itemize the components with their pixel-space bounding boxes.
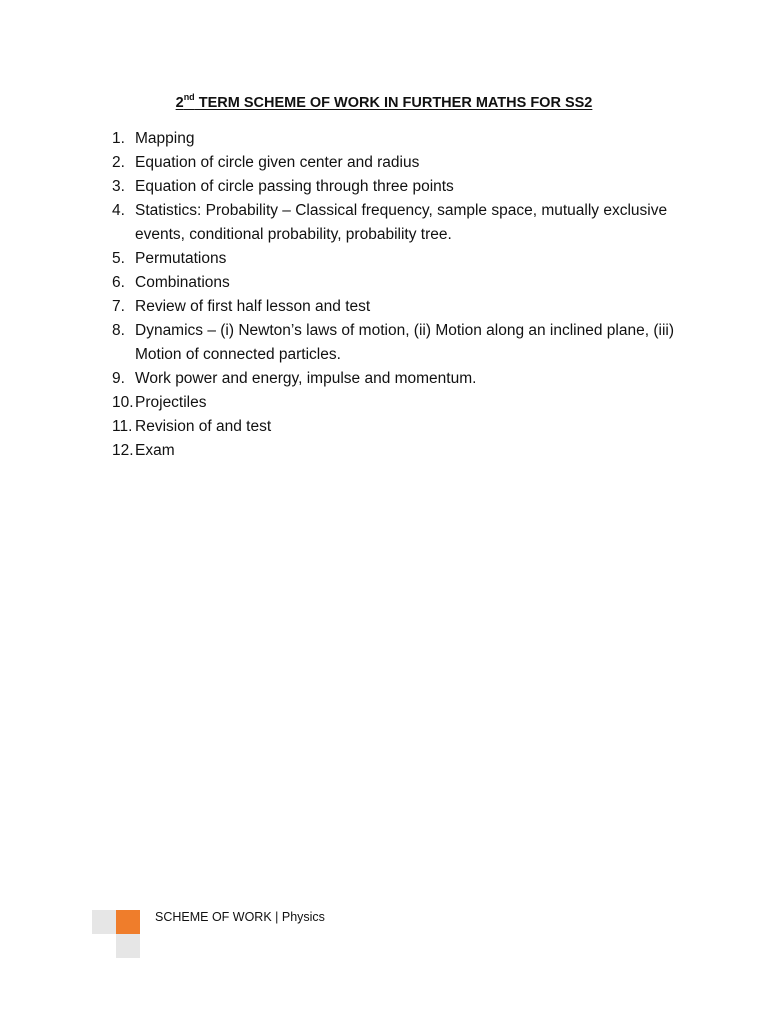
item-number: 6. xyxy=(112,274,125,291)
item-number: 3. xyxy=(112,178,125,195)
list-item xyxy=(112,319,712,367)
list-item xyxy=(112,295,712,319)
title-rest: TERM SCHEME OF WORK IN FURTHER MATHS FOR SS2 xyxy=(194,95,593,111)
list-item xyxy=(112,247,712,271)
title-text xyxy=(175,92,593,111)
item-number: 11. xyxy=(112,418,133,435)
item-text: Projectiles xyxy=(135,394,207,411)
list-item xyxy=(112,439,712,463)
item-text: Dynamics – (i) Newton’s laws of motion, (ii) Motion along an inclined plane, (iii) Motion of connected particles. xyxy=(135,322,674,363)
item-text: Exam xyxy=(135,442,175,459)
footer-decoration-grey-square xyxy=(116,934,140,958)
item-text: Equation of circle given center and radius xyxy=(135,154,420,171)
item-number: 10. xyxy=(112,394,134,411)
item-text: Review of first half lesson and test xyxy=(135,298,371,315)
item-text: Revision of and test xyxy=(135,418,272,435)
item-number: 12. xyxy=(112,442,134,459)
item-text: Statistics: Probability – Classical frequency, sample space, mutually exclusive events, conditional probability, probability tree. xyxy=(135,202,668,243)
list-item xyxy=(112,175,712,199)
item-text: Combinations xyxy=(135,274,230,291)
list-item xyxy=(112,271,712,295)
list-item xyxy=(112,391,712,415)
footer-decoration-orange-square xyxy=(116,910,140,934)
page-title xyxy=(0,93,768,113)
item-text: Equation of circle passing through three points xyxy=(135,178,454,195)
footer-decoration-grey-square xyxy=(92,910,116,934)
item-number: 5. xyxy=(112,250,125,267)
item-text: Work power and energy, impulse and momentum. xyxy=(135,370,477,387)
item-number: 9. xyxy=(112,370,125,387)
item-number: 7. xyxy=(112,298,125,315)
title-superscript: nd xyxy=(183,92,195,103)
list-item xyxy=(112,415,712,439)
item-number: 8. xyxy=(112,322,125,339)
list-item xyxy=(112,199,712,247)
footer-text: SCHEME OF WORK | Physics xyxy=(155,910,325,924)
list-item xyxy=(112,367,712,391)
item-number: 1. xyxy=(112,130,125,147)
item-text: Mapping xyxy=(135,130,195,147)
item-number: 2. xyxy=(112,154,125,171)
list-item xyxy=(112,151,712,175)
list-item xyxy=(112,127,712,151)
title-prefix: 2 xyxy=(175,95,184,111)
topic-list xyxy=(112,127,712,463)
item-text: Permutations xyxy=(135,250,227,267)
item-number: 4. xyxy=(112,202,125,219)
